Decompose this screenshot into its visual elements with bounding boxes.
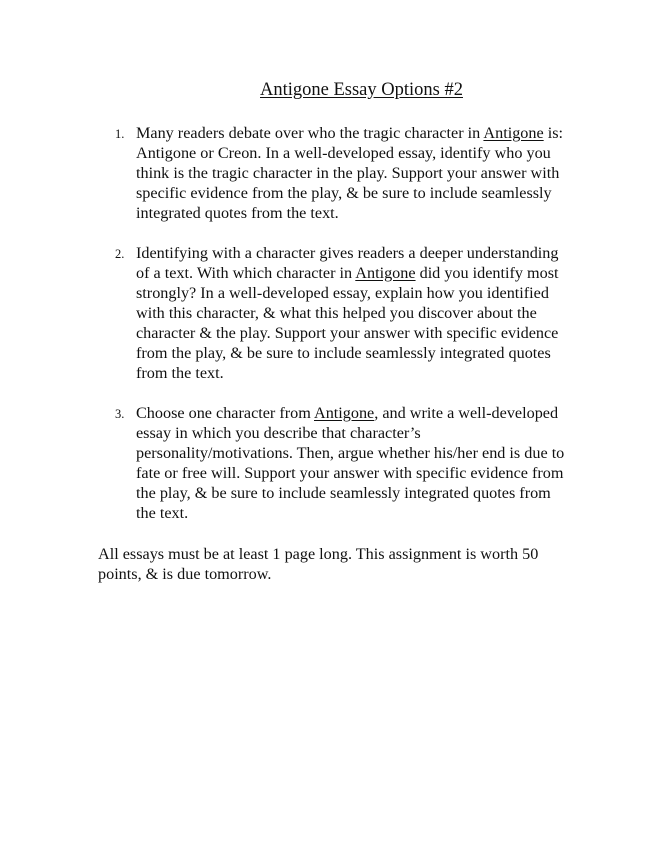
essay-option-text-post: did you identify most strongly? In a well-developed essay, explain how you identified with this character, & what this helped you discover about the character & the play. Support your answer with specific evidence from the play, & be sure to include seamlessly integrated quotes from the text.: [136, 264, 559, 382]
essay-option-text-pre: Many readers debate over who the tragic character in: [136, 124, 484, 142]
play-title-underlined: Antigone: [314, 404, 375, 422]
essay-option-1: [98, 123, 568, 223]
essay-option-number: 2.: [115, 247, 125, 261]
play-title-underlined: Antigone: [483, 124, 544, 142]
essay-option-number: 1.: [115, 127, 125, 141]
play-title-underlined: Antigone: [355, 264, 416, 282]
page-title-text: Antigone Essay Options #2: [260, 80, 463, 100]
essay-option-3: [98, 403, 568, 523]
essay-option-text-pre: Choose one character from: [136, 404, 314, 422]
essay-option-text-post: , and write a well-developed essay in which you describe that character’s personality/motivations. Then, argue whether his/her end is due to fate or free will. Support your answer with specific evidence from the play, & be sure to include seamlessly integrated quotes from the text.: [136, 404, 565, 522]
essay-option-number: 3.: [115, 407, 125, 421]
essay-option-2: [98, 243, 568, 383]
page-title: [0, 79, 663, 101]
essay-option-text-pre: Identifying with a character gives readers a deeper understanding of a text. With which character in: [136, 244, 559, 282]
essay-option-text-post: is: Antigone or Creon. In a well-developed essay, identify who you think is the tragic character in the play. Support your answer with specific evidence from the play, & be sure to include seamlessly integrated quotes from the text.: [136, 124, 564, 222]
assignment-footer-note: All essays must be at least 1 page long. This assignment is worth 50 points, & is due tomorrow.: [98, 545, 539, 583]
essay-options-list: [98, 123, 568, 543]
